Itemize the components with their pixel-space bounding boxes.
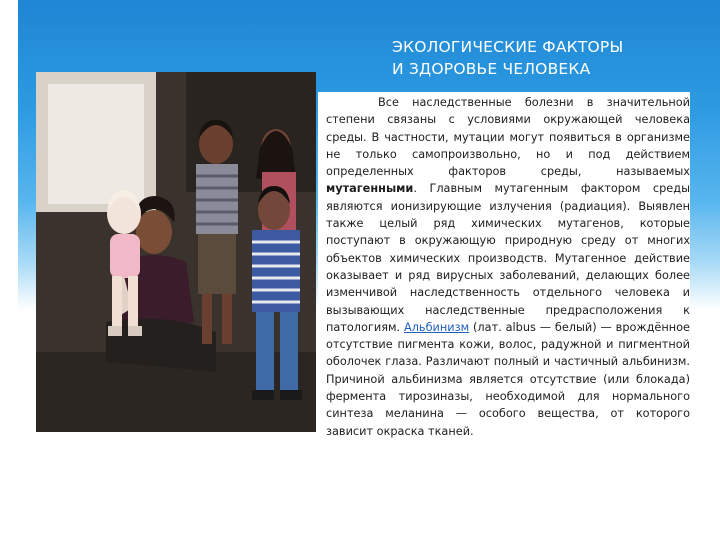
slide-title	[392, 36, 692, 80]
text-part-2: . Главным мутагенным фактором среды являются ионизирующие излучения (радиация). Выявлен также целый ряд химических мутагенов, которые поступают в окружающую природную среду от многих объектов химических производств. Мутагенное действие оказывает и ряд вирусных заболеваний, делающих более изменчивой наследственность отдельного человека и вызывающих наследственные предрасположения к патологиям.	[326, 182, 690, 334]
title-line-1: ЭКОЛОГИЧЕСКИЕ ФАКТОРЫ	[392, 38, 624, 56]
albinism-link[interactable]: Альбинизм	[403, 320, 470, 334]
title-line-2: И ЗДОРОВЬЕ ЧЕЛОВЕКА	[392, 60, 591, 78]
text-part-1: Все наследственные болезни в значительной степени связаны с условиями окружающей человека среды. В частности, мутации могут появиться в организме не только самопроизвольно, но и под действием определенных факторов среды, называемых	[326, 96, 690, 179]
body-text	[326, 94, 690, 440]
bold-term: мутагенными	[326, 182, 414, 196]
photo-illustration	[36, 72, 316, 432]
children-photo	[36, 72, 316, 432]
text-part-3: (лат. albus — белый) — врождённое отсутствие пигмента кожи, волос, радужной и пигментной оболочек глаза. Различают полный и частичный альбинизм. Причиной альбинизма является отсутствие (или блокада) фермента тирозиназы, необходимой для нормального синтеза меланина — особого вещества, от которого зависит окраска тканей.	[326, 320, 690, 438]
